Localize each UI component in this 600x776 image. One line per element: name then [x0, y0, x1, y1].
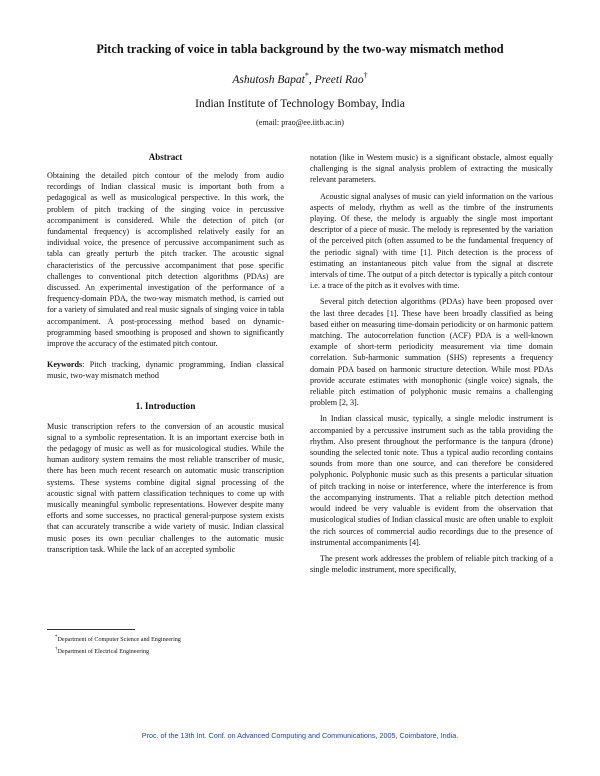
- footnotes: [47, 629, 284, 657]
- abstract-heading: Abstract: [148, 152, 183, 162]
- intro-paragraph-1-continued: notation (like in Western music) is a significant obstacle, almost equally challenging is the signal analysis problem of extracting the musically relevant parameters.: [310, 153, 553, 185]
- keywords-label: Keywords: [47, 360, 83, 370]
- introduction-heading: 1. Introduction: [135, 401, 196, 412]
- author-name: Preeti Rao: [314, 73, 364, 86]
- abstract-text: Obtaining the detailed pitch contour of the melody from audio recordings of Indian classical music is important both from a pedagogical as well as musicological perspective. In this work, the problem of pitch tracking of the singing voice in percussive accompaniment is considered. While the detection of pitch (or fundamental frequency) is accomplished relatively easily for an individual voice, the presence of percussive accompaniment such as tabla can greatly perturb the pitch tracker. The acoustic signal characteristics of the percussive accompaniment that pose specific challenges to conventional pitch detection algorithms (PDAs) are discussed. An experimental investigation of the performance of a frequency-domain PDA, the two-way mismatch method, is carried out for a variety of simulated and real music signals of singing voice in tabla accompaniment. A post-processing method based on dynamic-programming based smoothing is proposed and shown to significantly improve the accuracy of the estimated pitch contour.: [47, 171, 284, 349]
- affiliation: Indian Institute of Technology Bombay, India: [195, 98, 405, 110]
- keywords-text: : Pitch tracking, dynamic programming, Indian classical music, two-way mismatch method: [47, 360, 284, 381]
- author-footnote-mark: *: [304, 71, 309, 80]
- intro-paragraph-1: Music transcription refers to the conversion of an acoustic musical signal to a symbolic representation. It is an important exercise both in the pedagogy of music as well as for musicological studies. While the human auditory system remains the most reliable transcriber of music, there has been much recent research on automatic music transcription systems. These systems combine digital signal processing of the acoustic signal with pattern classification techniques to come up with musically meaningful symbolic representations. However despite many efforts and some successes, no practical general-purpose system exists that can accurately transcribe a wide variety of music. Indian classical music poses its own peculiar challenges to the automatic music transcription task. While the lack of an accepted symbolic: [47, 421, 284, 554]
- author-line: [0, 71, 600, 86]
- intro-paragraph-2: Acoustic signal analyses of music can yield information on the various aspects of melody, rhythm as well as the timbre of the instruments playing. Of these, the melody is arguably the single most important descriptor of a piece of music. The melody is represented by the variation of the perceived pitch (often assumed to be the fundamental frequency of the periodic signal) with time [1]. Pitch detection is the process of estimating an instantaneous pitch value from the signal at discrete intervals of time. The output of a pitch detector is typically a pitch contour i.e. a trace of the pitch as it evolves with time.: [310, 191, 553, 291]
- footnote-mark: *: [55, 635, 58, 640]
- intro-paragraph-4: In Indian classical music, typically, a single melodic instrument is accompanied by a percussive instrument such as the tabla providing the rhythm. Also present throughout the performance is the tanpura (drone) sounding the selected tonic note. Thus a typical audio recording contains sounds from more than one source, and can therefore be considered polyphonic. Polyphonic music such as this presents a particular situation of pitch tracking in noise or interference, where the interference is from the accompanying instruments. That a reliable pitch detection method would indeed be very valuable is evident from the observation that musicological studies of Indian classical music are often unable to exploit the rich sources of commercial audio recordings due to the presence of instrumental accompaniments [4].: [310, 414, 553, 547]
- paper-title: Pitch tracking of voice in tabla background by the two-way mismatch method: [96, 42, 504, 56]
- right-column: [310, 152, 553, 575]
- footnote: [47, 633, 284, 645]
- footnote-mark: †: [55, 647, 58, 653]
- footnote-text: Department of Electrical Engineering: [57, 649, 150, 656]
- left-column: [47, 152, 284, 555]
- author-name: Ashutosh Bapat: [232, 73, 305, 86]
- keywords: [47, 359, 284, 381]
- footnote-divider: [47, 629, 135, 630]
- intro-paragraph-3: Several pitch detection algorithms (PDAs) have been proposed over the last three decades [1]. These have been broadly classified as being based either on measuring time-domain periodicity or on harmonic pattern matching. The autocorrelation function (ACF) PDA is a well-known example of short-term periodicity measurement via time domain correlation. Sub-harmonic summation (SHS) represents a frequency domain PDA based on harmonic structure detection. While most PDAs provide accurate estimates with monophonic (single voice) signals, the reliable pitch estimation of polyphonic music remains a challenging problem [2, 3].: [310, 297, 553, 408]
- intro-paragraph-5: The present work addresses the problem of reliable pitch tracking of a single melodic instrument, more specifically,: [310, 553, 553, 575]
- footnote: [47, 645, 284, 657]
- author-footnote-mark: †: [363, 71, 368, 80]
- author-separator: ,: [308, 73, 315, 86]
- proceedings-footer: Proc. of the 13th Int. Conf. on Advanced Computing and Communications, 2005, Coimbatore, India.: [141, 731, 459, 740]
- footnote-text: Department of Computer Science and Engineering: [57, 637, 181, 644]
- contact-email: (email: prao@ee.iitb.ac.in): [255, 118, 344, 127]
